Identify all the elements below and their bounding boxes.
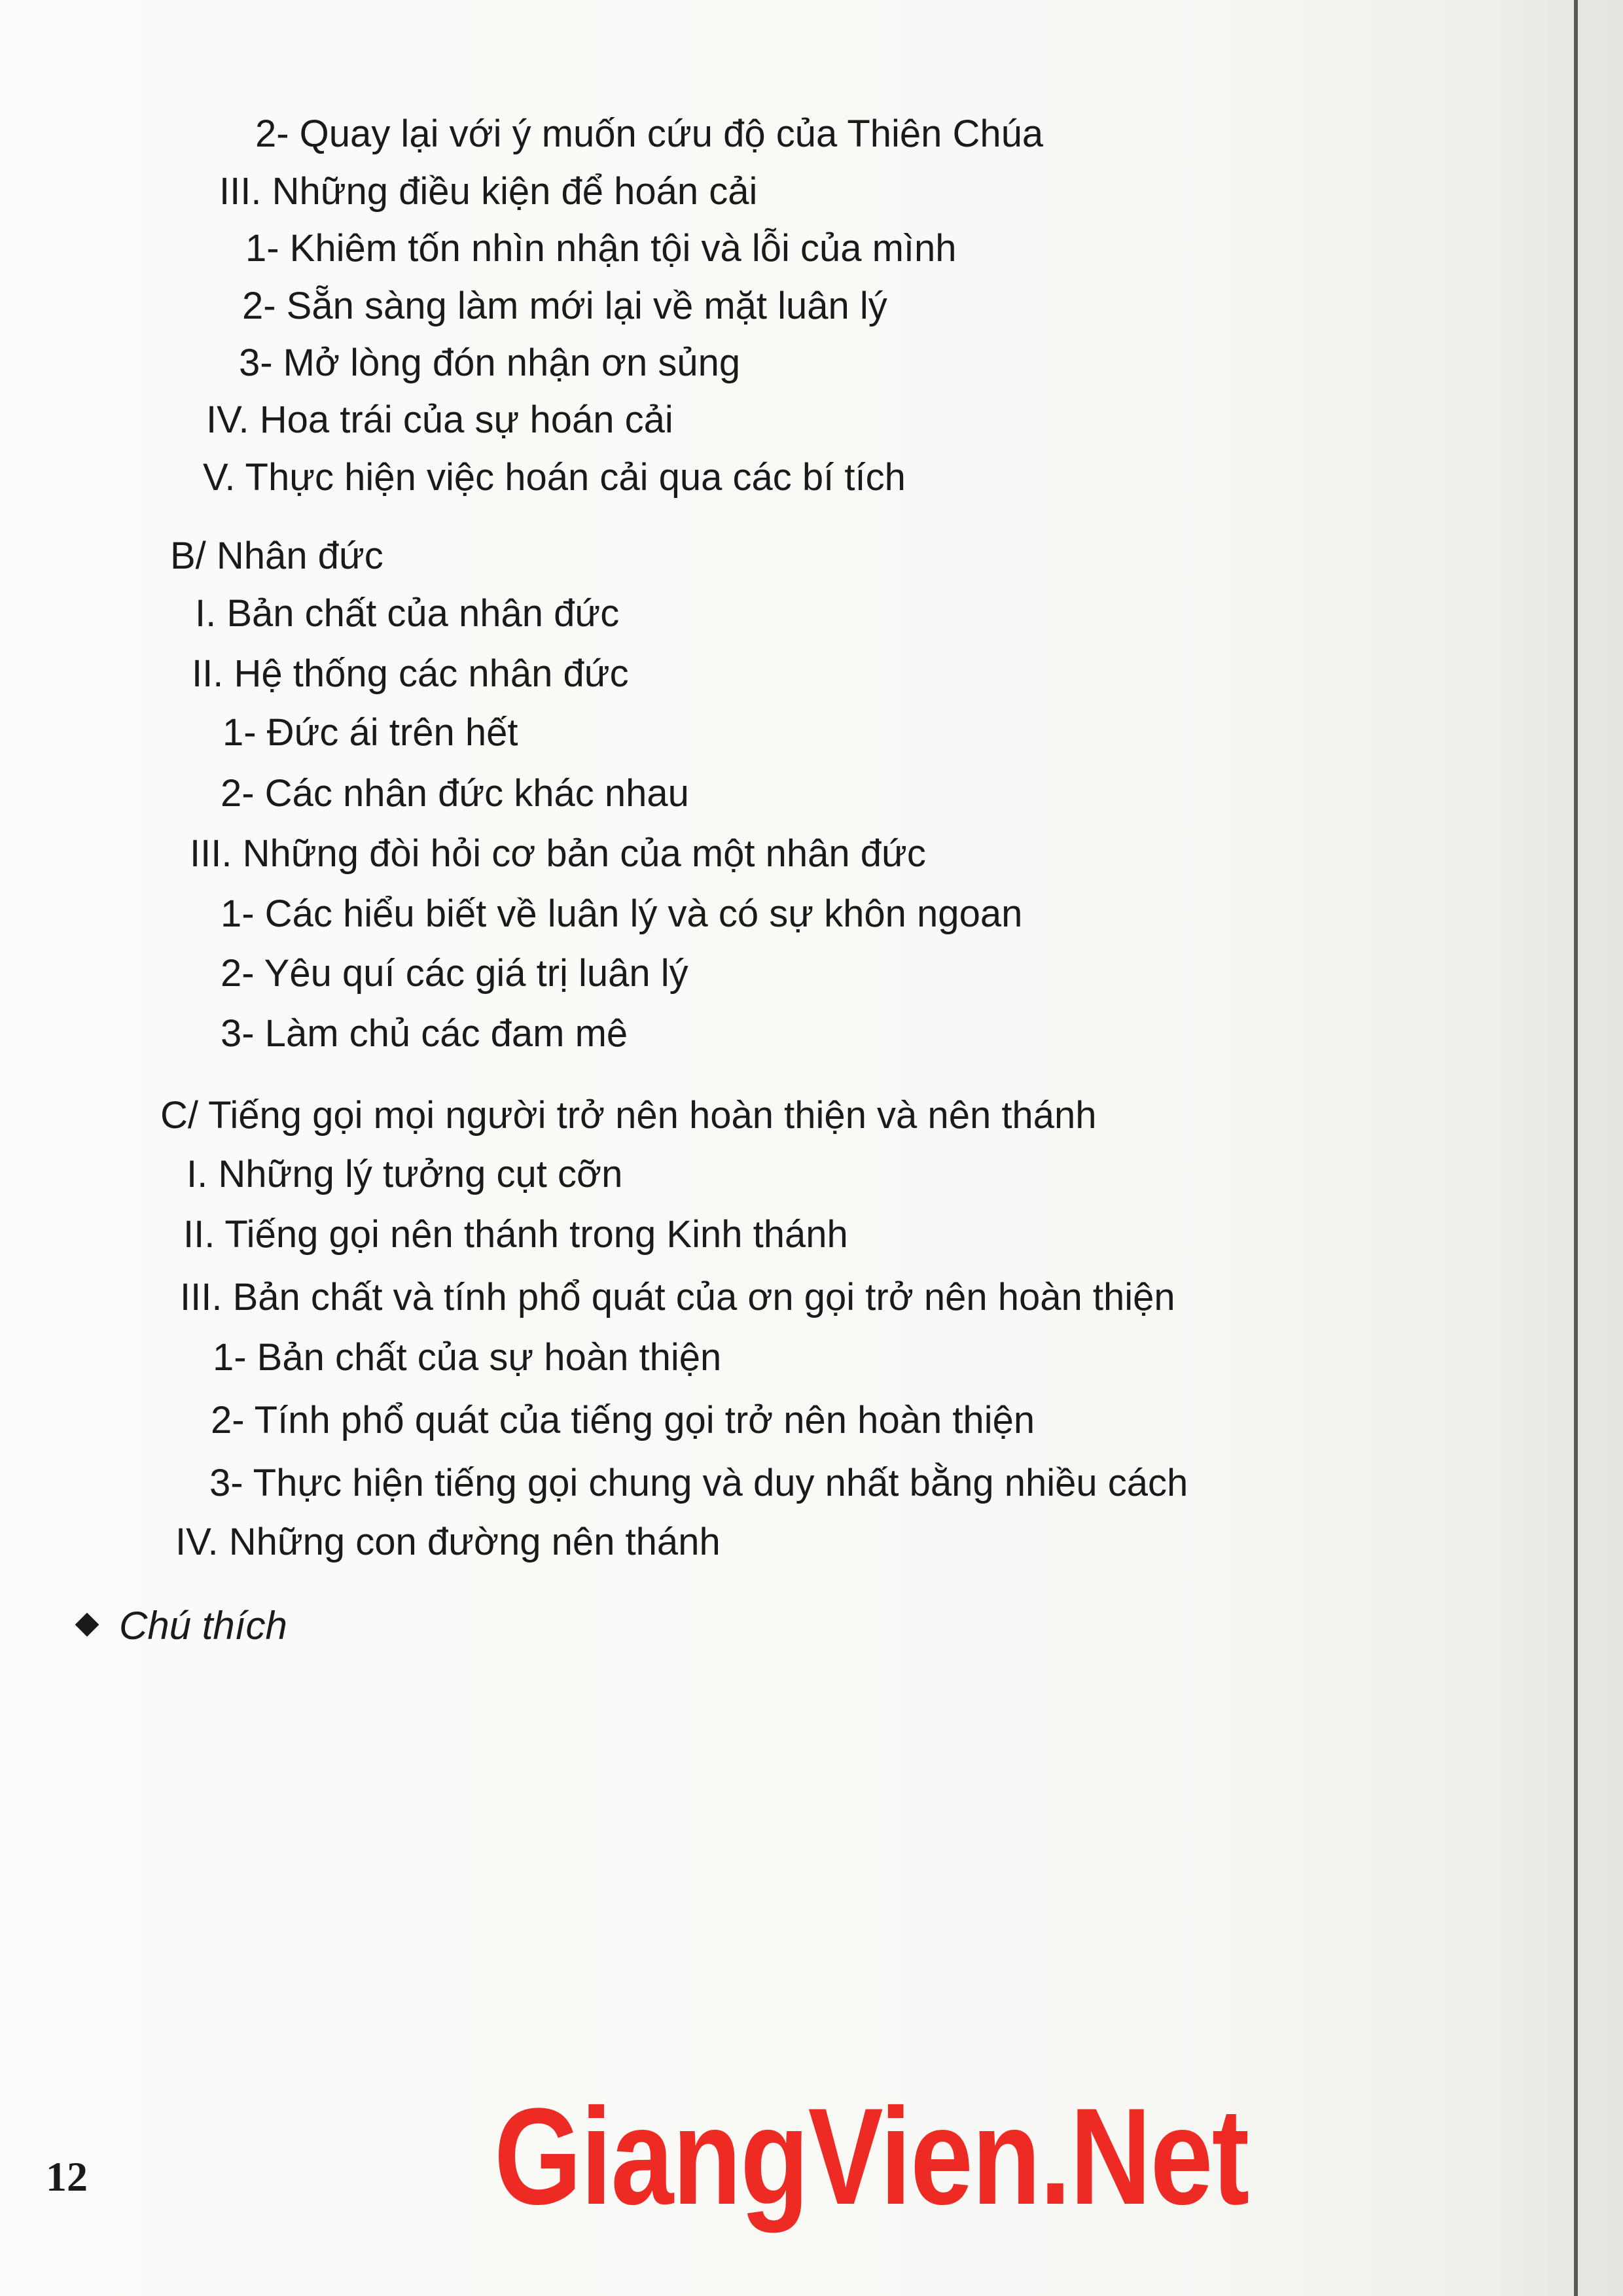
section-heading: C/ Tiếng gọi mọi người trở nên hoàn thiện và nên thánh bbox=[160, 1094, 1097, 1137]
outline-item: 2- Yêu quí các giá trị luân lý bbox=[221, 952, 688, 995]
outline-item: II. Tiếng gọi nên thánh trong Kinh thánh bbox=[183, 1213, 848, 1256]
outline-item: 2- Các nhân đức khác nhau bbox=[221, 772, 689, 815]
outline-item: 1- Khiêm tốn nhìn nhận tội và lỗi của mình bbox=[245, 227, 957, 270]
outline-item: 3- Thực hiện tiếng gọi chung và duy nhất bằng nhiều cách bbox=[209, 1462, 1188, 1504]
outline-item: I. Bản chất của nhân đức bbox=[195, 592, 620, 635]
outline-item: I. Những lý tưởng cụt cỡn bbox=[187, 1153, 623, 1195]
outline-item: III. Bản chất và tính phổ quát của ơn gọi trở nên hoàn thiện bbox=[180, 1276, 1175, 1318]
outline-item: III. Những điều kiện để hoán cải bbox=[219, 170, 758, 213]
outline-item: V. Thực hiện việc hoán cải qua các bí tích bbox=[203, 456, 906, 499]
outline-item: IV. Những con đường nên thánh bbox=[175, 1521, 721, 1563]
outline-item: 1- Các hiểu biết về luân lý và có sự khôn ngoan bbox=[221, 892, 1023, 935]
page-number: 12 bbox=[46, 2153, 88, 2200]
footnote-header-label: Chú thích bbox=[119, 1604, 287, 1648]
diamond-bullet-icon bbox=[75, 1613, 99, 1637]
outline-item: II. Hệ thống các nhân đức bbox=[192, 652, 629, 695]
outline-item: IV. Hoa trái của sự hoán cải bbox=[206, 398, 673, 441]
section-heading: B/ Nhân đức bbox=[170, 535, 383, 577]
footnote-header bbox=[79, 1603, 287, 1648]
page-binding-edge bbox=[1574, 0, 1578, 2296]
outline-item: 1- Bản chất của sự hoàn thiện bbox=[213, 1336, 722, 1379]
outline-item: 2- Tính phổ quát của tiếng gọi trở nên hoàn thiện bbox=[211, 1399, 1035, 1441]
outline-item: 3- Mở lòng đón nhận ơn sủng bbox=[239, 342, 741, 384]
watermark-logo: GiangVien.Net bbox=[494, 2079, 1249, 2233]
outline-item: 2- Sẵn sàng làm mới lại về mặt luân lý bbox=[242, 285, 887, 327]
outline-item: 1- Đức ái trên hết bbox=[223, 711, 518, 754]
outline-item: 3- Làm chủ các đam mê bbox=[221, 1012, 628, 1055]
outline-item: 2- Quay lại với ý muốn cứu độ của Thiên Chúa bbox=[255, 113, 1044, 155]
outline-item: III. Những đòi hỏi cơ bản của một nhân đức bbox=[190, 832, 926, 875]
